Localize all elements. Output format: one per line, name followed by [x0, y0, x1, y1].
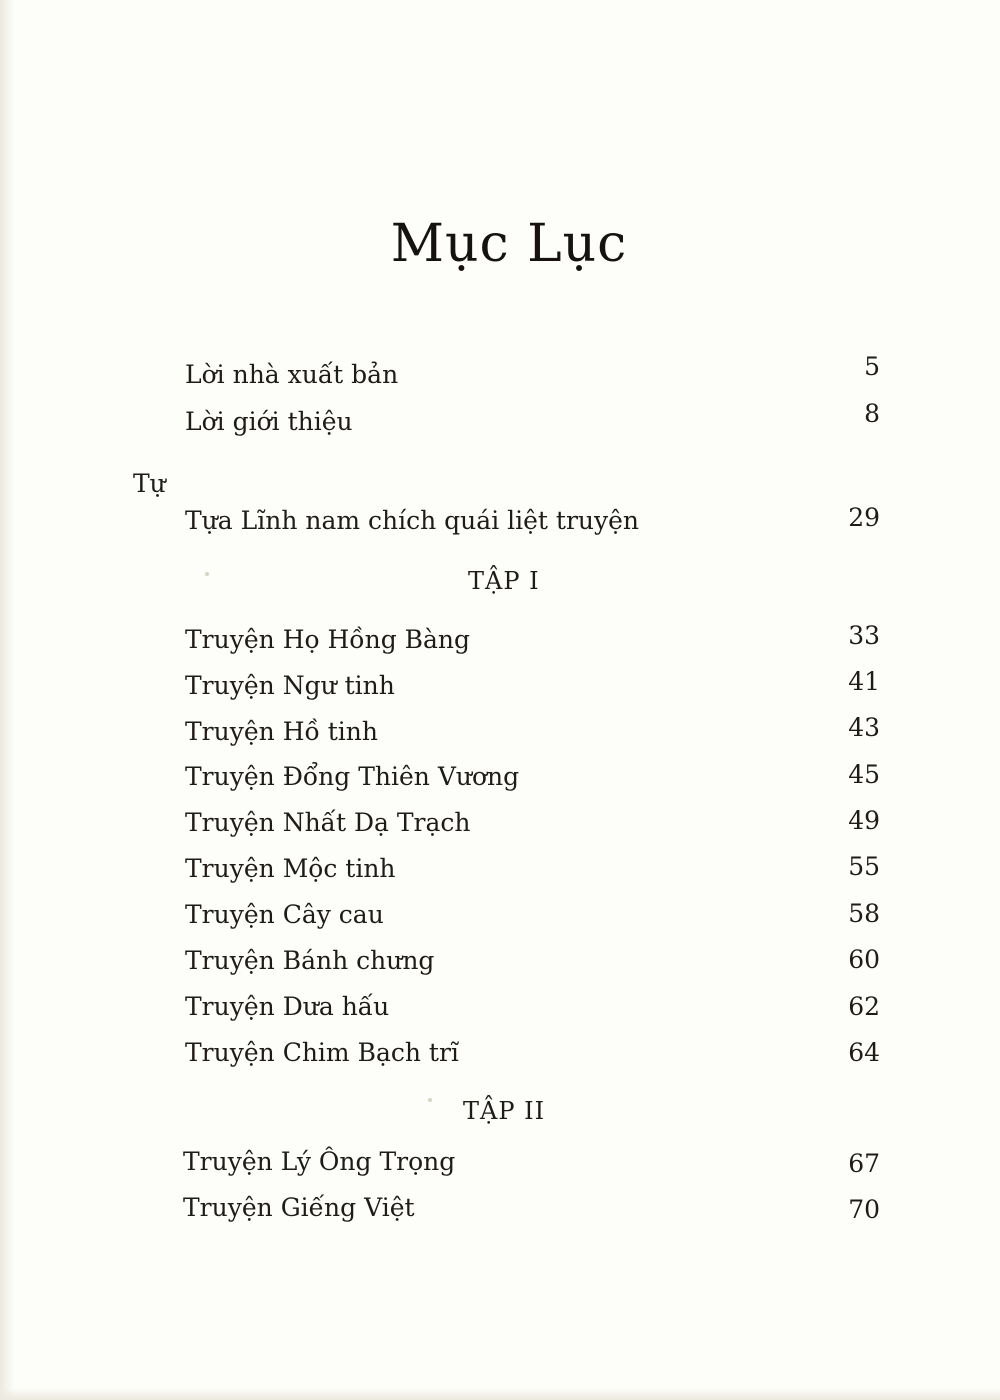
toc-entry-label: Truyện Mộc tinh: [185, 854, 396, 883]
toc-entry-label: Truyện Cây cau: [185, 900, 384, 929]
toc-entry-label: Tựa Lĩnh nam chích quái liệt truyện: [185, 506, 640, 535]
toc-entry-page: 45: [848, 760, 880, 789]
toc-entry-label: Truyện Họ Hồng Bàng: [185, 625, 471, 654]
volume-heading: TẬP I: [468, 567, 540, 595]
toc-entry-label: Lời nhà xuất bản: [185, 360, 399, 389]
toc-entry-label: Truyện Lý Ông Trọng: [183, 1147, 456, 1176]
section-heading: Tự: [133, 469, 166, 498]
toc-entry-page: 8: [864, 399, 880, 428]
toc-entry-label: Truyện Hồ tinh: [185, 717, 378, 746]
toc-entry-page: 41: [848, 667, 880, 696]
toc-entry-page: 33: [848, 621, 880, 650]
toc-entry-label: Truyện Bánh chưng: [185, 946, 435, 975]
toc-entry-label: Lời giới thiệu: [185, 407, 353, 436]
toc-entry-page: 60: [848, 945, 880, 974]
toc-entry-page: 58: [848, 899, 880, 928]
toc-entry-page: 64: [848, 1038, 880, 1067]
volume-heading: TẬP II: [463, 1097, 546, 1125]
toc-entry-page: 49: [848, 806, 880, 835]
toc-entry-page: 55: [848, 852, 880, 881]
toc-entry-page: 70: [848, 1195, 880, 1224]
toc-entry-label: Truyện Giếng Việt: [183, 1193, 415, 1222]
toc-entry-label: Truyện Nhất Dạ Trạch: [185, 808, 471, 837]
toc-entry-page: 62: [848, 992, 880, 1021]
page-title: Mục Lục: [390, 214, 628, 274]
toc-entry-label: Truyện Ngư tinh: [185, 671, 395, 700]
toc-entry-label: Truyện Dưa hấu: [185, 992, 390, 1021]
toc-entry-label: Truyện Chim Bạch trĩ: [185, 1038, 459, 1067]
toc-entry-label: Truyện Đổng Thiên Vương: [185, 762, 520, 791]
toc-entry-page: 43: [848, 713, 880, 742]
toc-entry-page: 67: [848, 1149, 880, 1178]
toc-entry-page: 5: [864, 352, 880, 381]
toc-entry-page: 29: [848, 503, 880, 532]
